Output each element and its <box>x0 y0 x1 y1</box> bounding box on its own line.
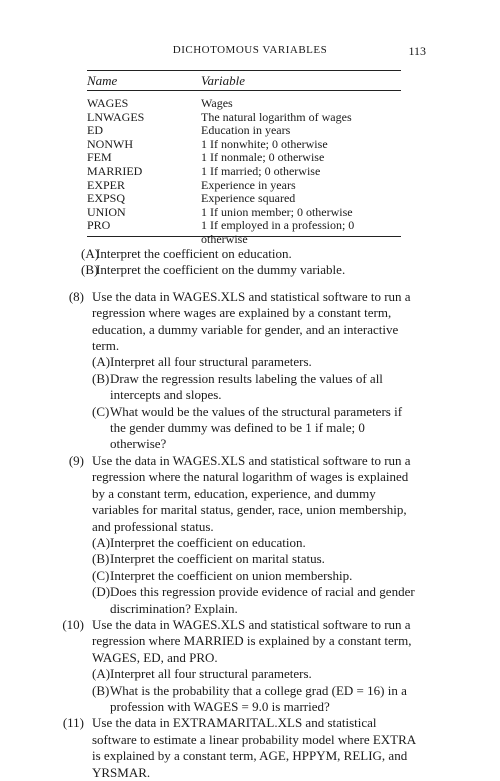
table-row <box>87 179 401 193</box>
variable-description: Experience in years <box>201 177 296 192</box>
table-row <box>87 97 401 111</box>
exercise <box>0 453 500 617</box>
variable-name: UNION <box>87 204 126 219</box>
sub-question-label: (A) <box>92 534 111 550</box>
sub-question-text: Interpret the coefficient on education. <box>96 246 292 261</box>
exercise-list <box>0 246 500 781</box>
sub-question-text: Interpret all four structural parameters. <box>110 666 312 682</box>
table-header-row <box>87 71 401 90</box>
variable-name: EXPSQ <box>87 191 126 206</box>
exercise-text: Use the data in WAGES.XLS and statistical software to run a regression where MARRIED is explained by a constant term, WAGES, ED, and PRO. <box>92 616 412 665</box>
sub-question-label: (C) <box>92 403 110 419</box>
sub-question-text: Interpret the coefficient on union membership. <box>110 567 353 583</box>
variable-description: 1 If employed in a profession; 0 otherwise <box>201 218 355 246</box>
table-row <box>87 192 401 206</box>
table-row <box>87 165 401 179</box>
table-row <box>87 124 401 138</box>
sub-question-label: (A) <box>81 246 100 261</box>
sub-question <box>92 371 420 404</box>
sub-question <box>92 535 420 551</box>
sub-question-text: Interpret the coefficient on education. <box>110 534 306 550</box>
sub-question <box>81 262 420 278</box>
sub-question-label: (A) <box>92 666 111 682</box>
variable-description: 1 If nonmale; 0 otherwise <box>201 150 325 165</box>
exercise-number: (8) <box>68 288 84 304</box>
sub-question <box>92 584 420 617</box>
variable-name: NONWH <box>87 136 133 151</box>
running-header <box>76 44 424 60</box>
sub-question-text: Interpret the coefficient on the dummy variable. <box>96 262 346 278</box>
continued-exercise <box>0 246 500 279</box>
exercise-text: Use the data in EXTRAMARITAL.XLS and statistical software to estimate a linear probability model where EXTRA is explained by a constant term, AGE, HPPYM, RELIG, and YRSMAR. <box>92 715 416 780</box>
variable-name: FEM <box>87 150 112 165</box>
exercise-number: (9) <box>68 452 84 468</box>
table-body <box>87 91 401 246</box>
page-number: 113 <box>408 44 426 58</box>
variable-name: EXPER <box>87 177 126 192</box>
sub-question-label: (B) <box>92 551 110 567</box>
table-row <box>87 206 401 220</box>
sub-question-label: (B) <box>92 682 110 698</box>
variable-name: PRO <box>87 218 111 233</box>
variables-table <box>87 70 401 246</box>
variable-name: MARRIED <box>87 163 143 178</box>
exercise-number: (11) <box>62 715 84 731</box>
exercise-number: (10) <box>62 616 84 632</box>
sub-question-label: (B) <box>92 370 110 386</box>
column-header-variable: Variable <box>201 72 246 88</box>
sub-question-text: What is the probability that a college grad (ED = 16) in a profession with WAGES = 9.0 is married? <box>110 682 407 714</box>
sub-question-label: (A) <box>92 354 111 370</box>
sub-question-label: (C) <box>92 567 110 583</box>
sub-question <box>92 404 420 453</box>
sub-question <box>81 246 420 262</box>
variable-description: Education in years <box>201 123 291 138</box>
sub-question <box>92 666 420 682</box>
variable-description: Experience squared <box>201 191 296 206</box>
sub-question <box>92 568 420 584</box>
sub-question-text: Interpret the coefficient on marital status. <box>110 551 325 567</box>
table-row <box>87 111 401 125</box>
variable-name: WAGES <box>87 96 129 110</box>
variable-name: LNWAGES <box>87 109 145 124</box>
exercise <box>0 617 500 715</box>
sub-question-label: (B) <box>81 262 99 278</box>
sub-question-text: Interpret all four structural parameters. <box>110 354 312 370</box>
sub-question-label: (D) <box>92 584 111 600</box>
exercise <box>0 289 500 453</box>
chapter-title: DICHOTOMOUS VARIABLES <box>172 44 328 56</box>
exercise-text: Use the data in WAGES.XLS and statistical software to run a regression where wages are explained by a constant term, education, a dummy variable for gender, and an interactive term. <box>92 288 411 354</box>
table-row <box>87 138 401 152</box>
sub-question-text: What would be the values of the structural parameters if the gender dummy was defined to be 1 if male; 0 otherwise? <box>110 403 403 452</box>
exercise-text: Use the data in WAGES.XLS and statistical software to run a regression where the natural logarithm of wages is explained by a constant term, education, experience, and dummy variables for marital status, gender, race, union membership, and professional status. <box>92 452 411 534</box>
table-row <box>87 218 401 246</box>
sub-question <box>92 551 420 567</box>
variable-description: Wages <box>201 96 233 110</box>
sub-question <box>92 683 420 716</box>
spacer <box>0 279 500 289</box>
column-header-name: Name <box>87 72 118 88</box>
sub-question <box>92 354 420 370</box>
variable-description: 1 If married; 0 otherwise <box>201 163 321 178</box>
table-row <box>87 151 401 165</box>
sub-question-text: Does this regression provide evidence of racial and gender discrimination? Explain. <box>110 584 415 616</box>
variable-name: ED <box>87 123 103 138</box>
variable-description: 1 If nonwhite; 0 otherwise <box>201 136 328 151</box>
variable-description: 1 If union member; 0 otherwise <box>201 204 353 219</box>
exercise <box>0 715 500 781</box>
variable-description: The natural logarithm of wages <box>201 109 352 124</box>
sub-question-text: Draw the regression results labeling the values of all intercepts and slopes. <box>110 370 383 403</box>
